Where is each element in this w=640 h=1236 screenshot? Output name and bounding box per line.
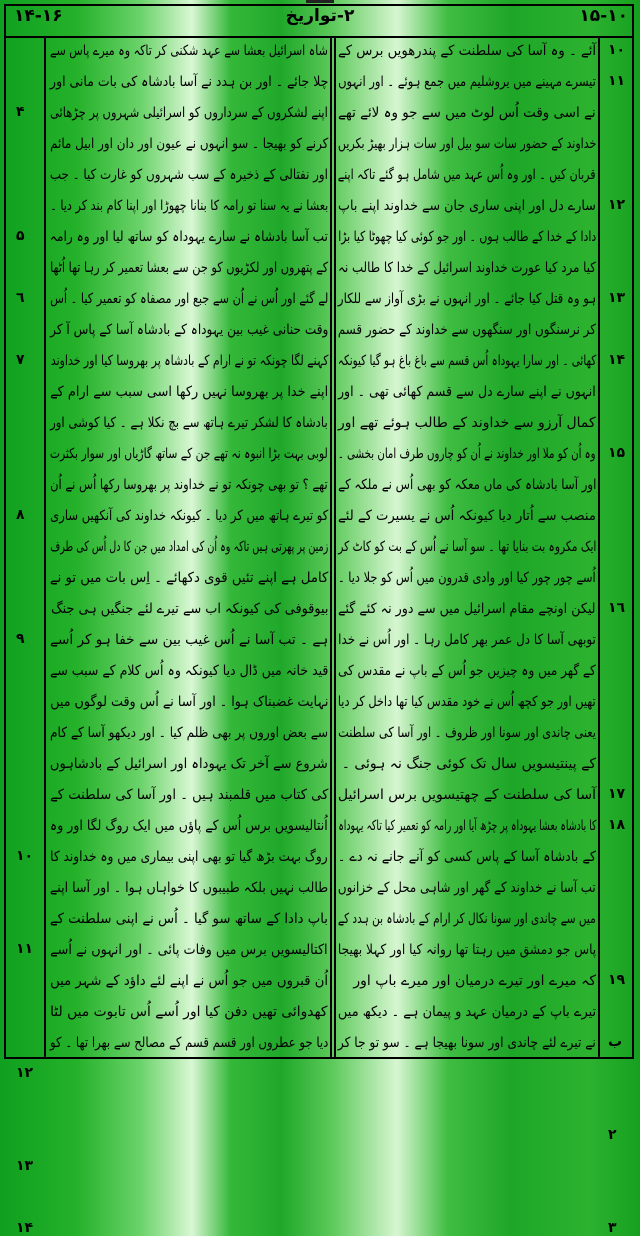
text-line: بعشا نے یہ سنا تو رامہ کا بنانا چھوڑا اور اپنا کام بند کر دیا ۔ xyxy=(49,198,328,214)
text-line: شروع سے آخر تک یہوداہ اور اسرائیل کے بادشاہوں xyxy=(50,756,328,772)
verse-number: ۴ xyxy=(16,104,25,120)
text-line: کا بادشاہ بعشا یہوداہ پر چڑھ آیا اور رامہ کو تعمیر کیا تاکہ یہوداہ xyxy=(337,818,596,834)
text-line: سارے دل اور اپنی ساری جان سے خداوند اپنے باپ xyxy=(338,198,596,214)
column-divider xyxy=(330,36,332,1059)
text-line: کمال آرزو سے خداوند کے طالب ہوئے تھے اور xyxy=(338,415,596,431)
left-chapter-reference: ١۶-١۴ xyxy=(14,6,63,26)
text-line: بیوقوفی کی کیونکہ اب سے تیرے لئے جنگیں ہی جنگ xyxy=(50,601,328,617)
right-text-column xyxy=(336,40,596,1058)
verse-number: ٢ xyxy=(608,1127,617,1143)
verse-number: ١٩ xyxy=(608,972,626,988)
text-line: شاہ اسرائیل بعشا سے عہد شکنی کر تاکہ وہ میرے پاس سے xyxy=(50,43,328,59)
text-line: اپنے خدا پر بھروسا نہیں رکھا اسی سبب سے ارام کے xyxy=(49,384,328,400)
top-mark xyxy=(306,0,334,3)
text-line: قربان کیں ۔ اور وہ اُس عہد میں شامل ہو گئے تاکہ اپنے xyxy=(338,167,596,183)
verse-number: ١۴ xyxy=(16,1220,34,1236)
text-line: کامل ہے اپنے تئیں قوی دکھائے ۔ اِس بات میں تو نے xyxy=(49,570,328,586)
text-line: خداوند کے حضور سات سو بیل اور سات ہزار بھیڑ بکریں xyxy=(337,136,596,152)
text-line: لوبی بہت بڑا انبوہ نہ تھے جن کے ساتھ گاڑیاں اور سوار بکثرت xyxy=(50,446,328,462)
text-line: دیا جو عطروں اور قسم قسم کے مصالح سے بھرا تھا ۔ کو xyxy=(49,1035,328,1051)
text-line: کھائی ۔ اور سارا یہوداہ اُس قسم سے باغ باغ ہو گیا کیونکہ xyxy=(337,353,596,369)
text-line: تب آسا نے خداوند کے گھر اور شاہی محل کے خزانوں xyxy=(338,880,596,896)
verse-number: ١٣ xyxy=(16,1158,34,1174)
text-line: کرنے کو بھیجا ۔ سو انہوں نے عیون اور دان اور ابیل مائم xyxy=(49,136,328,152)
text-line: اُسے چور چور کیا اور وادی قدرون میں اُس کو جلا دیا ۔ xyxy=(338,570,596,586)
text-line: کہنے لگا چونکہ تو نے ارام کے بادشاہ پر بھروسا کیا اور خداوند xyxy=(50,353,328,369)
text-line: تھے ؟ تو بھی چونکہ تو نے خداوند پر بھروسا رکھا اُس نے اُن xyxy=(50,477,328,493)
right-margin-rule xyxy=(598,36,600,1059)
verse-number: ٩ xyxy=(16,631,25,647)
verse-number: ١٧ xyxy=(608,786,626,802)
text-line: کے گھر میں وہ چیزیں جو اُس کے باپ نے مقدس کی xyxy=(338,663,596,679)
text-line: کو تیرے ہاتھ میں کر دیا ۔ کیونکہ خداوند کی آنکھیں ساری xyxy=(49,508,328,524)
verse-number: ١۵ xyxy=(608,445,626,461)
text-line: لیکن اونچے مقام اسرائیل میں سے دور نہ کئے گئے xyxy=(338,601,596,617)
verse-number: ١٢ xyxy=(16,1065,34,1081)
text-line: بادشاہ کا لشکر تیرے ہاتھ سے بچ نکلا ہے ۔ کیا کوشی اور xyxy=(50,415,328,431)
verse-number: ١٦ xyxy=(608,600,626,616)
verse-number: ٨ xyxy=(16,507,25,523)
verse-number: ۵ xyxy=(16,228,25,244)
text-line: کی کتاب میں قلمبند ہیں ۔ اور آسا کی سلطنت کے xyxy=(49,787,328,803)
text-line: کھدوائی تھیں دفن کیا اور اُسے اُس تابوت میں لٹا xyxy=(50,1004,328,1020)
text-line: نے تیرے لئے چاندی اور سونا بھیجا ہے ۔ سو تو جا کر xyxy=(338,1035,596,1051)
text-line: چلا جائے ۔ اور بن ہدد نے آسا بادشاہ کی بات مانی اور xyxy=(49,74,328,90)
text-line: ہو وہ قتل کیا جائے ۔ اور انہوں نے بڑی آواز سے للکار xyxy=(337,291,596,307)
verse-number: ١١ xyxy=(16,941,34,957)
text-line: توبھی آسا کا دل عمر بھر کامل رہا ۔ اور اُس نے خدا xyxy=(338,632,596,648)
text-line: دادا کے خدا کے طالب ہوں ۔ اور جو کوئی کیا چھوٹا کیا بڑا xyxy=(338,229,596,245)
text-line: نے اسی وقت اُس لوٹ میں سے جو وہ لائے تھے xyxy=(338,105,596,121)
text-line: یعنی چاندی اور سونا اور ظروف ۔ اور آسا کی سلطنت xyxy=(338,725,596,741)
text-line: تیرے باپ کے درمیان عہد و پیمان ہے ۔ دیکھ میں xyxy=(337,1004,596,1020)
left-margin-rule xyxy=(44,36,46,1059)
text-line: کر نرسنگوں اور سنگھوں سے خداوند کے حضور قسم xyxy=(338,322,596,338)
text-line: پاس جو دمشق میں رہتا تھا روانہ کیا اور کہلا بھیجا xyxy=(337,942,596,958)
text-line: وقت حنانی غیب بین یہوداہ کے بادشاہ آسا کے پاس آ کر xyxy=(49,322,328,338)
text-line: کے بادشاہ آسا کے پاس کسی کو آنے جانے نہ دے ۔ xyxy=(337,849,596,865)
header-rule xyxy=(4,36,634,38)
verse-number: ٧ xyxy=(16,352,25,368)
text-line: کے پینتیسویں سال تک کوئی جنگ نہ ہوئی ۔ xyxy=(341,756,596,772)
text-line: منصب سے اُتار دیا کیونکہ اُس نے یسیرت کے لئے xyxy=(338,508,596,524)
text-line: تب آسا بادشاہ نے سارے یہوداہ کو ساتھ لیا اور وہ رامہ xyxy=(49,229,328,245)
text-line: اُن قبروں میں جو اُس نے اپنے لئے داؤد کے شہر میں xyxy=(50,973,328,989)
verse-number: ١٣ xyxy=(608,290,626,306)
text-line: آئے ۔ وہ آسا کی سلطنت کے پندرھویں برس کے xyxy=(337,43,596,59)
page-title: ٢-تواریخ xyxy=(285,6,355,26)
text-line: سے بعض اوروں پر بھی ظلم کیا ۔ اور دیکھو آسا کے کام xyxy=(50,725,328,741)
text-line: اور آسا بادشاہ کی ماں معکہ کو بھی اُس نے ملکہ کے xyxy=(337,477,596,493)
text-line: میں سے چاندی اور سونا نکال کر ارام کے بادشاہ بن ہدد کے xyxy=(338,911,596,927)
text-line: ہے ۔ تب آسا نے اُس غیب بین سے خفا ہو کر اُسے xyxy=(49,632,328,648)
text-line: ایک مکروہ بت بنایا تھا ۔ سو آسا نے اُس کے بت کو کاٹ کر xyxy=(337,539,596,555)
right-chapter-reference: ١٠-١۵ xyxy=(579,6,628,26)
verse-number: ١٢ xyxy=(608,197,626,213)
text-line: روگ بہت بڑھ گیا تو بھی اپنی بیماری میں وہ خداوند کا xyxy=(50,849,328,865)
text-line: زمین پر پھرتی ہیں تاکہ وہ اُن کی امداد میں جن کا دل اُس کی طرف xyxy=(49,539,328,555)
text-line: آسا کی سلطنت کے چھتیسویں برس اسرائیل xyxy=(337,787,596,803)
text-line: باپ دادا کے ساتھ سو گیا ۔ اُس نے اپنی سلطنت کے xyxy=(49,911,328,927)
text-line: کہ میرے اور تیرے درمیان اور میرے باپ اور xyxy=(353,973,596,989)
verse-number: ١٠ xyxy=(16,848,34,864)
text-line: اپنے لشکروں کے سرداروں کو اسرائیلی شہروں پر چڑھائی xyxy=(50,105,328,121)
left-text-column xyxy=(48,40,328,1058)
text-line: طالب نہیں بلکہ طبیبوں کا خواہاں ہوا ۔ اور آسا اپنے xyxy=(49,880,328,896)
verse-number: ب xyxy=(608,1034,623,1050)
verse-number: ١٠ xyxy=(608,42,626,58)
text-line: نہایت غضبناک ہوا ۔ اور آسا نے اُس وقت لوگوں میں xyxy=(49,694,328,710)
verse-number: ٦ xyxy=(16,290,25,306)
verse-number: ١١ xyxy=(608,73,626,89)
verse-number: ١۴ xyxy=(608,352,626,368)
text-line: لے گئے اور اُس نے اُن سے جبع اور مصفاہ کو تعمیر کیا ۔ اُس xyxy=(49,291,328,307)
text-line: وہ اُن کو ملا اور خداوند نے اُن کو چاروں طرف امان بخشی ۔ xyxy=(338,446,596,462)
verse-number: ١٨ xyxy=(608,817,626,833)
text-line: اور نفتالی کے ذخیرہ کے سب شہروں کو غارت کیا ۔ جب xyxy=(49,167,328,183)
text-line: اکتالیسویں برس میں وفات پائی ۔ اور انہوں نے اُسے xyxy=(50,942,328,958)
text-line: کے پتھروں اور لکڑیوں کو جن سے بعشا تعمیر کر رہا تھا اُٹھا xyxy=(49,260,328,276)
text-line: انہوں نے اپنے سارے دل سے قسم کھائی تھی ۔ اور xyxy=(338,384,596,400)
text-line: اُنتالیسویں برس اُس کے پاؤں میں ایک روگ لگا اور وہ xyxy=(50,818,328,834)
verse-number: ٣ xyxy=(608,1220,617,1236)
text-line: قید خانہ میں ڈال دیا کیونکہ وہ اُس کلام کے سبب سے xyxy=(49,663,328,679)
text-line: تیسرے مہینے میں یروشلیم میں جمع ہوئے ۔ اور انہوں xyxy=(338,74,596,90)
text-line: کیا مرد کیا عورت خداوند اسرائیل کے خدا کا طالب نہ xyxy=(338,260,596,276)
text-line: تھیں اور جو کچھ اُس نے خود مقدس کیا تھا داخل کر دیا xyxy=(338,694,596,710)
